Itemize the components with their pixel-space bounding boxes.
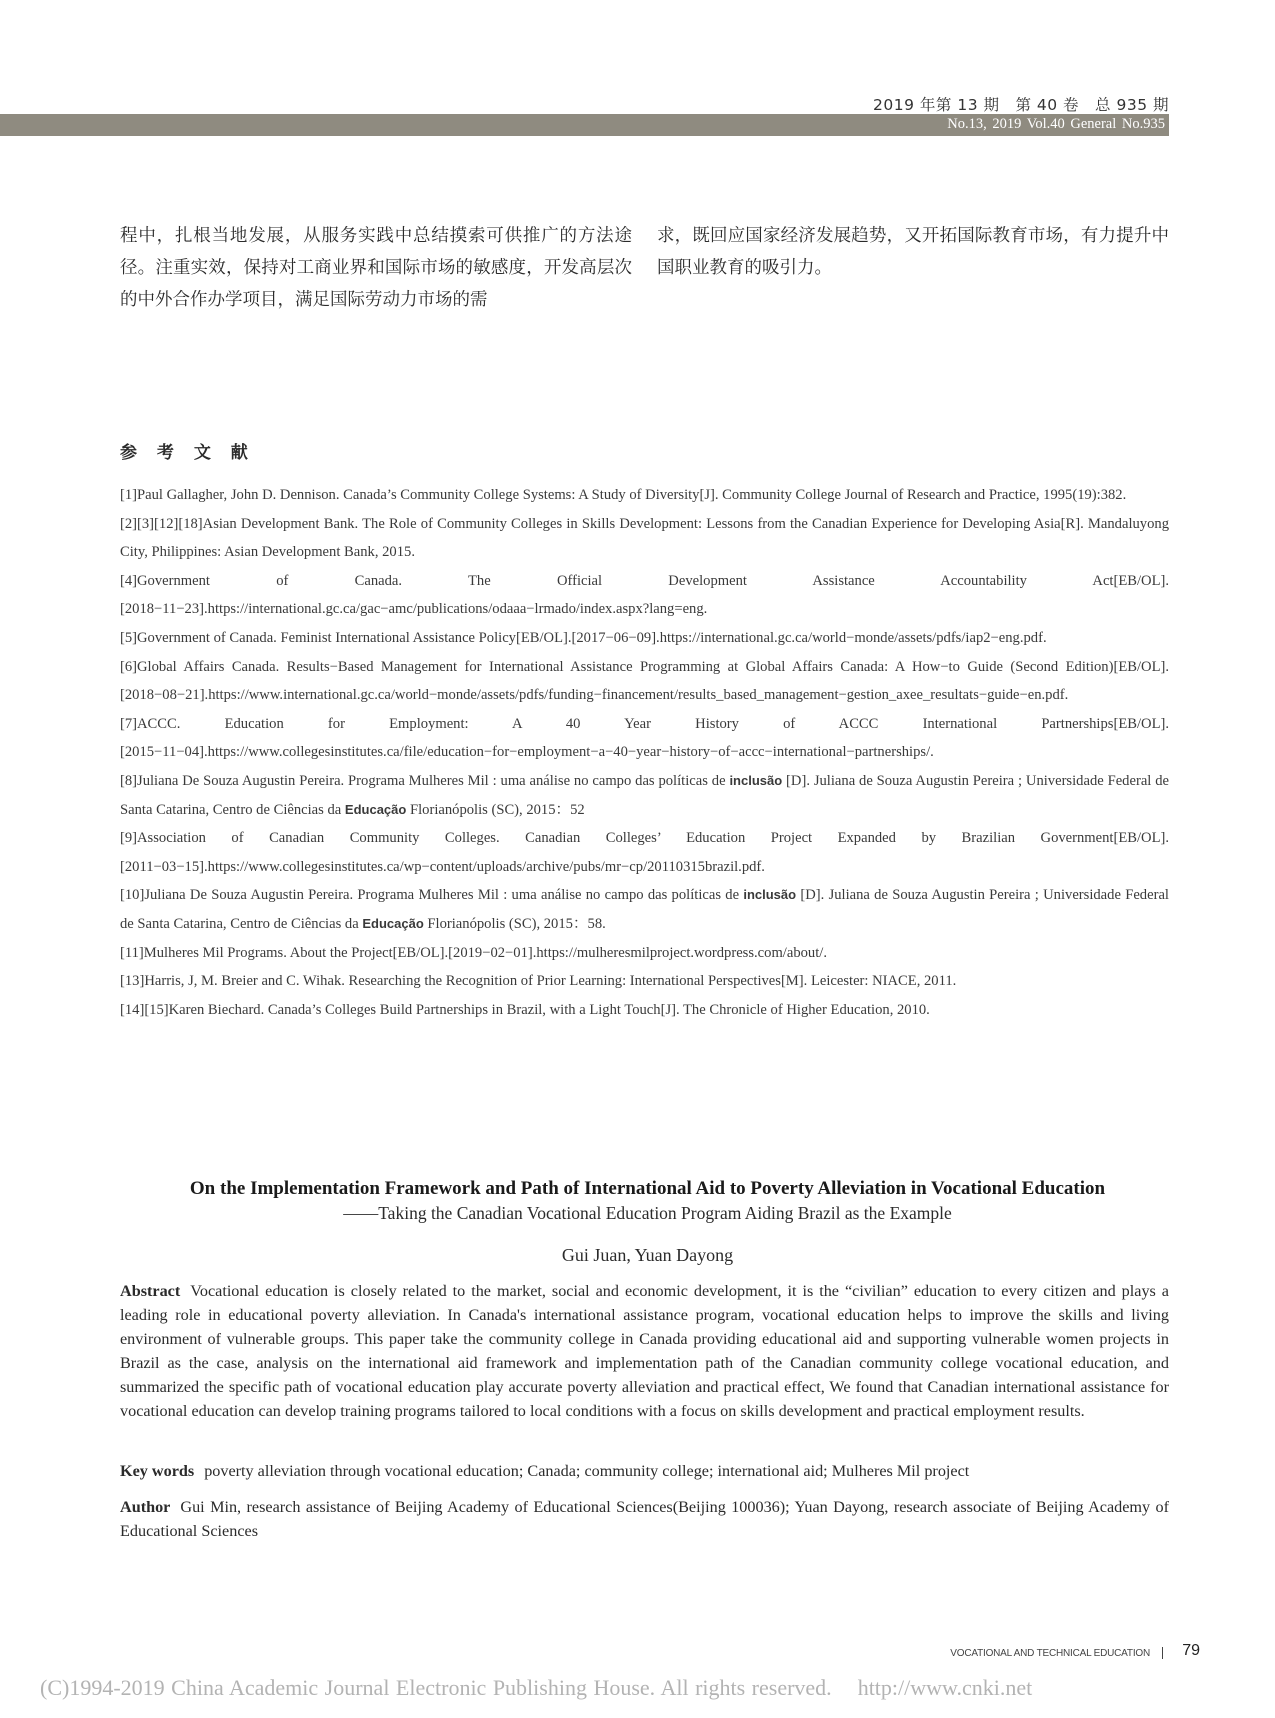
reference-item: [6]Global Affairs Canada. Results−Based Management for International Assistance Programming at Global Affairs Canada: A How−to Guide (Second Edition)[EB/OL].[2018−08−21].https://www.international.gc.ca/world−monde/assets/pdfs/funding−financement/results_based_management−gestion_axee_resultats−guide−en.pdf. bbox=[120, 658, 1169, 704]
copyright-text: (C)1994-2019 China Academic Journal Electronic Publishing House. All rights reserved. bbox=[40, 1675, 832, 1700]
reference-term: Educação bbox=[344, 801, 407, 817]
reference-term: Educação bbox=[362, 915, 424, 931]
page-number: 79 bbox=[1182, 1642, 1200, 1659]
author-label: Author bbox=[120, 1498, 171, 1516]
reference-item bbox=[120, 767, 1169, 824]
abstract-label: Abstract bbox=[120, 1282, 181, 1300]
english-authors: Gui Juan, Yuan Dayong bbox=[561, 1245, 734, 1265]
reference-item: [9]Association of Canadian Community Colleges. Canadian Colleges’ Education Project Expanded by Brazilian Government[EB/OL].[2011−03−15].https://www.collegesinstitutes.ca/wp−content/uploads/archive/pubs/mr−cp/20110315brazil.pdf. bbox=[120, 830, 1169, 875]
reference-text: [D]. Juliana de Souza Augustin Pereira ; Universidade Federal de Santa Catarina, Centro de Ciências da bbox=[120, 772, 1169, 818]
reference-text: [8]Juliana De Souza Augustin Pereira. Programa Mulheres Mil : uma análise no campo das políticas de bbox=[120, 772, 730, 789]
body-text-cn bbox=[120, 220, 1169, 316]
body-paragraph-right: 求，既回应国家经济发展趋势，又开拓国际教育市场，有力提升中国职业教育的吸引力。 bbox=[657, 226, 1169, 278]
reference-item: [2][3][12][18]Asian Development Bank. The Role of Community Colleges in Skills Development: Lessons from the Canadian Experience for Developing Asia[R]. Mandaluyong City, Philippines: Asian Development Bank, 2015. bbox=[120, 515, 1169, 561]
reference-term: inclusão bbox=[743, 887, 797, 903]
references-heading: 参 考 文 献 bbox=[120, 443, 255, 463]
reference-item: [5]Government of Canada. Feminist International Assistance Policy[EB/OL].[2017−06−09].https://international.gc.ca/world−monde/assets/pdfs/iap2−eng.pdf. bbox=[120, 629, 1047, 646]
author-text: Gui Min, research assistance of Beijing Academy of Educational Sciences(Beijing 100036); Yuan Dayong, research associate of Beijing Academy of Educational Sciences bbox=[120, 1498, 1169, 1540]
references-list bbox=[120, 481, 1169, 1024]
abstract-text: Vocational education is closely related to the market, social and economic development, it is the “civilian” education to every citizen and plays a leading role in educational poverty alleviation. In Canada's international assistance program, vocational education helps to improve the skills and living environment of vulnerable groups. This paper take the community college in Canada providing educational aid and supporting vulnerable women projects in Brazil as the case, analysis on the international aid framework and implementation path of the Canadian community college vocational education, and summarized the specific path of vocational education play accurate poverty alleviation and practical effect, We found that Canadian international assistance for vocational education can develop training programs tailored to local conditions with a focus on skills development and practical employment results. bbox=[120, 1282, 1169, 1420]
keywords-text: poverty alleviation through vocational education; Canada; community college; international aid; Mulheres Mil project bbox=[204, 1462, 970, 1480]
footer-journal-name: VOCATIONAL AND TECHNICAL EDUCATION bbox=[950, 1648, 1150, 1659]
reference-text: Florianópolis (SC), 2015：58. bbox=[423, 915, 606, 932]
header-band bbox=[0, 114, 1169, 136]
english-subtitle: ——Taking the Canadian Vocational Education Program Aiding Brazil as the Example bbox=[343, 1203, 952, 1223]
reference-term: inclusão bbox=[729, 772, 783, 788]
reference-item: [13]Harris, J, M. Breier and C. Wihak. Researching the Recognition of Prior Learning: International Perspectives[M]. Leicester: NIACE, 2011. bbox=[120, 973, 957, 990]
reference-item: [14][15]Karen Biechard. Canada’s Colleges Build Partnerships in Brazil, with a Light Touch[J]. The Chronicle of Higher Education, 2010. bbox=[120, 1001, 930, 1018]
english-title: On the Implementation Framework and Path of International Aid to Poverty Alleviation in Vocational Education bbox=[189, 1178, 1106, 1199]
header-issue-cn: 2019 年第 13 期 第 40 卷 总 935 期 bbox=[873, 96, 1169, 114]
reference-item: [7]ACCC. Education for Employment: A 40 Year History of ACCC International Partnerships[EB/OL].[2015−11−04].https://www.collegesinstitutes.ca/file/education−for−employment−a−40−year−history−of−accc−international−partnerships/. bbox=[120, 715, 1169, 761]
reference-item bbox=[120, 881, 1169, 938]
keywords bbox=[120, 1459, 1169, 1483]
reference-item: [4]Government of Canada. The Official Development Assistance Accountability Act[EB/OL].[2018−11−23].https://international.gc.ca/gac−amc/publications/odaaa−lrmado/index.aspx?lang=eng. bbox=[120, 572, 1169, 618]
footer-divider bbox=[1162, 1647, 1163, 1659]
reference-item: [1]Paul Gallagher, John D. Dennison. Canada’s Community College Systems: A Study of Diversity[J]. Community College Journal of Research and Practice, 1995(19):382. bbox=[120, 487, 1127, 503]
reference-text: Florianópolis (SC), 2015：52 bbox=[406, 801, 585, 818]
reference-text: [D]. Juliana de Souza Augustin Pereira ; Universidade Federal de Santa Catarina, Centro de Ciências da bbox=[120, 887, 1169, 932]
reference-item: [11]Mulheres Mil Programs. About the Project[EB/OL].[2019−02−01].https://mulheresmilproject.wordpress.com/about/. bbox=[120, 944, 827, 961]
header-issue-en: No.13, 2019 Vol.40 General No.935 bbox=[947, 116, 1165, 132]
keywords-label: Key words bbox=[120, 1462, 195, 1480]
copyright-notice bbox=[40, 1675, 1032, 1701]
copyright-url: http://www.cnki.net bbox=[857, 1675, 1033, 1700]
author-info bbox=[120, 1495, 1169, 1543]
body-column-right bbox=[657, 220, 1169, 316]
reference-text: [10]Juliana De Souza Augustin Pereira. Programa Mulheres Mil : uma análise no campo das políticas de bbox=[120, 887, 744, 904]
abstract bbox=[120, 1279, 1169, 1423]
body-paragraph-left: 程中，扎根当地发展，从服务实践中总结摸索可供推广的方法途径。注重实效，保持对工商业界和国际市场的敏感度，开发高层次的中外合作办学项目，满足国际劳动力市场的需 bbox=[120, 226, 632, 310]
body-column-left bbox=[120, 220, 632, 316]
